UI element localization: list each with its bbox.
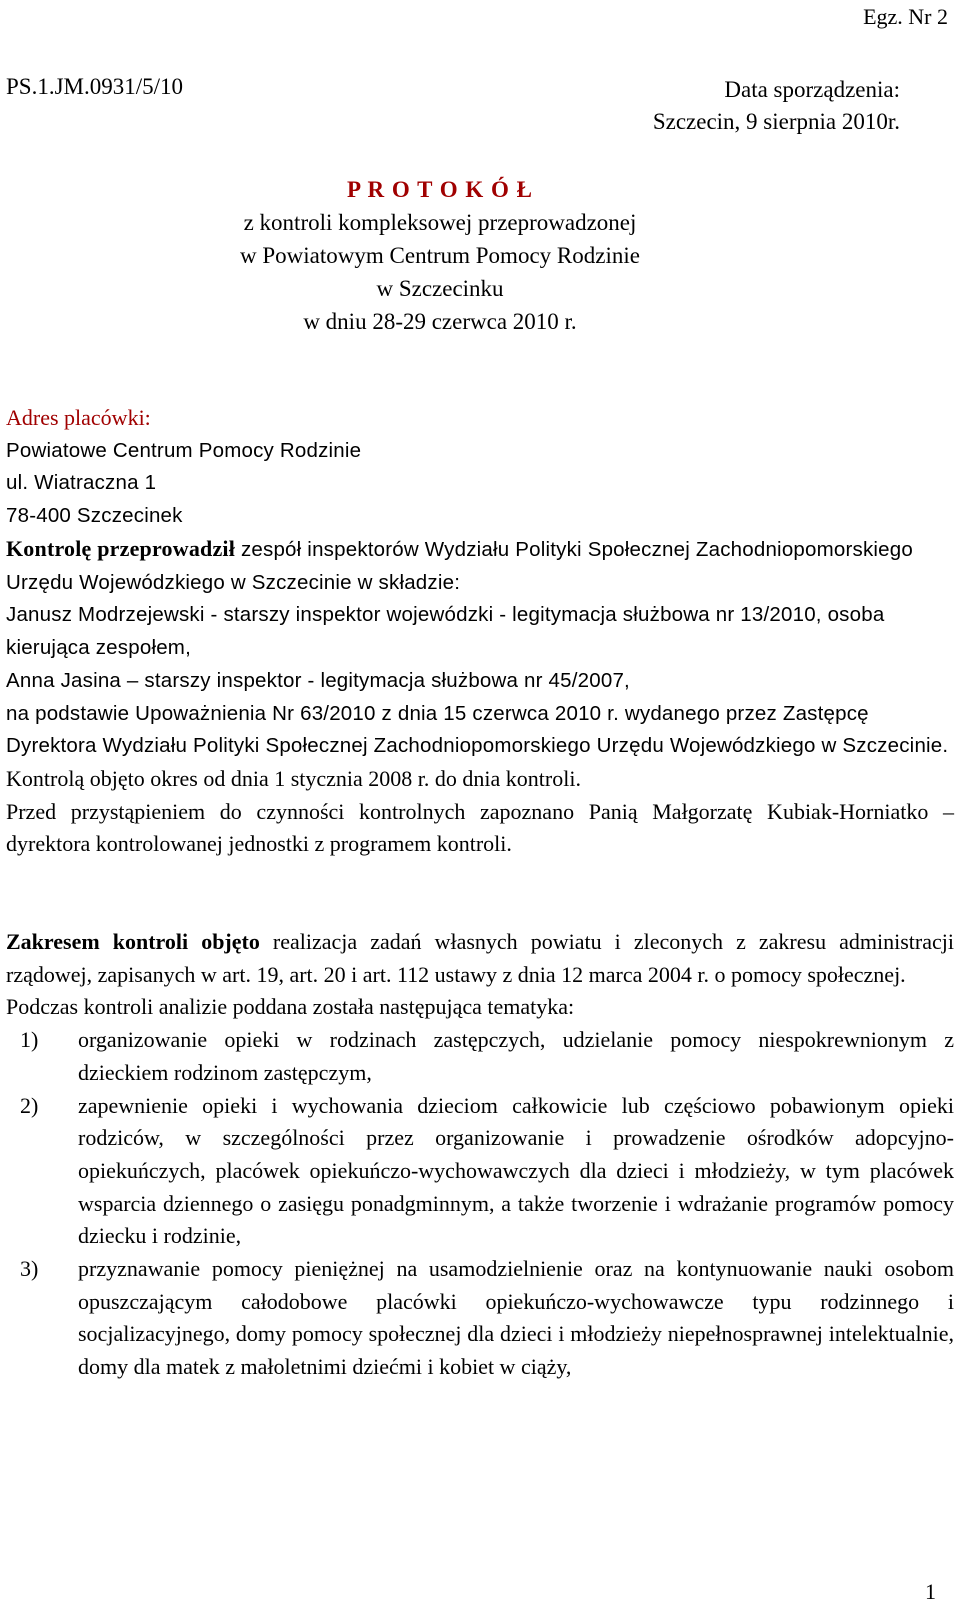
scope-lead-bold: Zakresem kontroli objęto [6,929,260,954]
title-line-1: z kontroli kompleksowej przeprowadzonej [243,210,637,235]
control-period: Kontrolą objęto okres od dnia 1 stycznia 2008 r. do dnia kontroli. [6,765,581,791]
title-line-3: w Szczecinku [376,276,504,301]
facility-name: Powiatowe Centrum Pomocy Rodzinie [6,438,362,462]
date-label: Data sporządzenia: [724,77,900,102]
address-block [6,402,954,533]
scope-paragraph [6,926,954,991]
title-line-4: w dniu 28-29 czerwca 2010 r. [303,309,577,334]
team-member-2: Anna Jasina – starszy inspektor - legitymacja służbowa nr 45/2007, [6,668,630,692]
facility-street: ul. Wiatraczna 1 [6,471,157,495]
address-label: Adres placówki: [6,405,151,430]
date-block [653,74,900,138]
page-number: 1 [925,1579,936,1604]
title-line-2: w Powiatowym Centrum Pomocy Rodzinie [240,243,640,268]
list-item-text: przyznawanie pomocy pieniężnej na usamodzielnienie oraz na kontynuowanie nauki osobom opuszczającym całodobowe placówki opiekuńczo-wychowawcze typu rodzinnego i socjalizacyjnego, domy pomocy społecznej dla dzieci i młodzieży niepełnosprawnej intelektualnie, domy dla matek z małoletnimi dziećmi i kobiet w ciąży, [78,1256,954,1380]
scope-lead-rest: realizacja zadań własnych powiatu i zleconych z zakresu administracji rządowej, zapisanych w art. 19, art. 20 i art. 112 ustawy z dnia 12 marca 2004 r. o pomocy społecznej. [6,929,954,987]
team-member-1: Janusz Modrzejewski - starszy inspektor wojewódzki - legitymacja służbowa nr 13/2010, osoba kierująca zespołem, [6,603,885,660]
scope-section [6,926,954,1384]
facility-city: 78-400 Szczecinek [6,504,183,528]
topics-intro: Podczas kontroli analizie poddana została następująca tematyka: [6,994,575,1020]
list-item-number: 2) [20,1092,39,1118]
team-lead-bold: Kontrolę przeprowadził [6,536,236,561]
date-value: Szczecin, 9 sierpnia 2010r. [652,109,900,134]
topics-list [6,1024,954,1384]
list-item [6,1253,954,1384]
document-title [0,173,880,338]
team-paragraph [6,533,954,599]
list-item-number: 1) [20,1027,39,1053]
list-item-text: organizowanie opieki w rodzinach zastępczych, udzielanie pomocy niespokrewnionym z dzieckiem rodzinom zastępczym, [78,1027,954,1085]
list-item-text: zapewnienie opieki i wychowania dzieciom całkowicie lub częściowo pobawionym opieki rodziców, w szczególności przez organizowanie i prowadzenie ośrodków adopcyjno-opiekuńczych, placówek opiekuńczo-wychowawczych dla dzieci i młodzieży, w tym placówek wsparcia dziennego o zasięgu ponadgminnym, a także tworzenie i wdrażanie programów pomocy dziecku i rodzinie, [78,1092,954,1249]
authorization-text: na podstawie Upoważnienia Nr 63/2010 z dnia 15 czerwca 2010 r. wydanego przez Zastępcę Dyrektora Wydziału Polityki Społecznej Zachodniopomorskiego Urzędu Wojewódzkiego w Szczecinie. [6,701,949,758]
protocol-heading: P R O T O K Ó Ł [346,177,534,202]
intro-text: Przed przystąpieniem do czynności kontrolnych zapoznano Panią Małgorzatę Kubiak-Horniatko – dyrektora kontrolowanej jednostki z programem kontroli. [6,798,954,857]
team-lead-rest: zespół inspektorów Wydziału Polityki Społecznej Zachodniopomorskiego Urzędu Wojewódzkiego w Szczecinie w składzie: [6,538,913,594]
reference-number: PS.1.JM.0931/5/10 [6,74,184,99]
copy-number: Egz. Nr 2 [863,4,948,29]
list-item [6,1024,954,1089]
list-item [6,1090,954,1254]
list-item-number: 3) [20,1256,39,1282]
inspection-team-section [6,533,954,861]
